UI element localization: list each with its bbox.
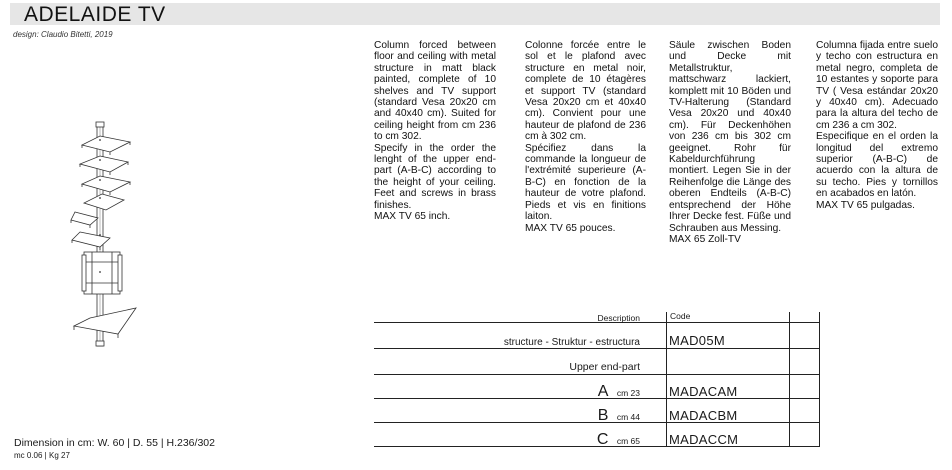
size-letter: A (597, 383, 609, 400)
description-paragraph: MAX TV 65 inch. (374, 211, 451, 223)
table-row-code: MAD05M (669, 333, 725, 348)
description-paragraph: Columna fijada entre suelo y techo con estructura en metal negro, completa de 10 estantes y soporte para TV ( Vesa estándar 20x20 y 40x40 cm). Adecuado para la altura del techo de cm 236 a cm 302. (816, 40, 938, 131)
table-header-code: Code (670, 311, 691, 321)
table-divider (789, 312, 790, 446)
description-paragraph: Specify in the order the lenght of the upper end-part (A-B-C) according to the height of your ceiling. Feet and screws in brass finishes. (374, 142, 496, 211)
table-divider (666, 312, 667, 446)
description-paragraph: Säule zwischen Boden und Decke mit Metallstruktur, mattschwarz lackiert, komplett mit 10 Böden und TV-Halterung (Standard Vesa 20x20 und 40x40 cm). Für Deckenhöhen von 236 cm bis 302 cm geeignet. Rohr für Kabeldurchführung montiert. Legen Sie in der Reihenfolge die Länge des oberen Endteils (A-B-C) entsprechend der Höhe Ihrer Decke fest. Füße und Schrauben aus Messing. (669, 40, 791, 234)
table-header-description: Description (597, 313, 640, 323)
designer-credit: design: Claudio Bitetti, 2019 (13, 30, 113, 39)
description-paragraph: MAX 65 Zoll-TV (669, 233, 741, 245)
table-divider (374, 374, 820, 375)
description-paragraph: Spécifiez dans la commande la longueur de l'extrémité superieure (A-B-C) en fonction de la hauteur de votre plafond. Pieds et vis en finitions laiton. (525, 142, 646, 223)
description-paragraph: Column forced between floor and ceiling with metal structure in matt black painted, complete of 10 shelves and TV support (standard Vesa 20x20 cm and 40x40 cm). Suited for ceiling height from cm 236 to cm 302. (374, 40, 496, 143)
table-row-size (598, 383, 640, 401)
table-row-description: Upper end-part (569, 361, 640, 373)
table-divider (374, 348, 820, 349)
size-length: cm 44 (616, 412, 640, 422)
dimensions-text: Dimension in cm: W. 60 | D. 55 | H.236/302 (14, 437, 215, 449)
description-paragraph: Colonne forcée entre le sol et le plafond avec structure en metal noir, complete de 10 étagères et support TV (standard Vesa 20x20 cm et 40x40 cm). Convient pour une hauteur de plafond de 236 cm à 302 cm. (525, 40, 646, 143)
size-letter: B (597, 407, 609, 424)
description-german (669, 40, 791, 245)
table-row-code: MADACAM (669, 384, 738, 399)
size-length: cm 23 (616, 388, 640, 398)
table-row-code: MADACCM (669, 432, 739, 447)
title-bar (10, 3, 940, 25)
table-row-size (597, 431, 640, 449)
volume-weight-text: mc 0.06 | Kg 27 (14, 451, 70, 460)
description-english (374, 40, 496, 223)
table-row-size (598, 407, 640, 425)
description-paragraph: MAX TV 65 pulgadas. (816, 199, 915, 211)
description-french (525, 40, 646, 234)
product-drawing (70, 120, 150, 348)
table-row-description: structure - Struktur - estructura (503, 337, 640, 348)
description-spanish (816, 40, 938, 211)
size-letter: C (596, 431, 609, 448)
table-divider (819, 312, 820, 446)
description-paragraph: MAX TV 65 pouces. (525, 222, 616, 234)
page-title: ADELAIDE TV (24, 3, 166, 26)
size-length: cm 65 (616, 436, 640, 446)
description-paragraph: Especifique en el orden la longitud del extremo superior (A-B-C) de acuerdo con la altura de su techo. Pies y tornillos en acabados en latón. (816, 131, 938, 200)
table-row-code: MADACBM (669, 408, 738, 423)
